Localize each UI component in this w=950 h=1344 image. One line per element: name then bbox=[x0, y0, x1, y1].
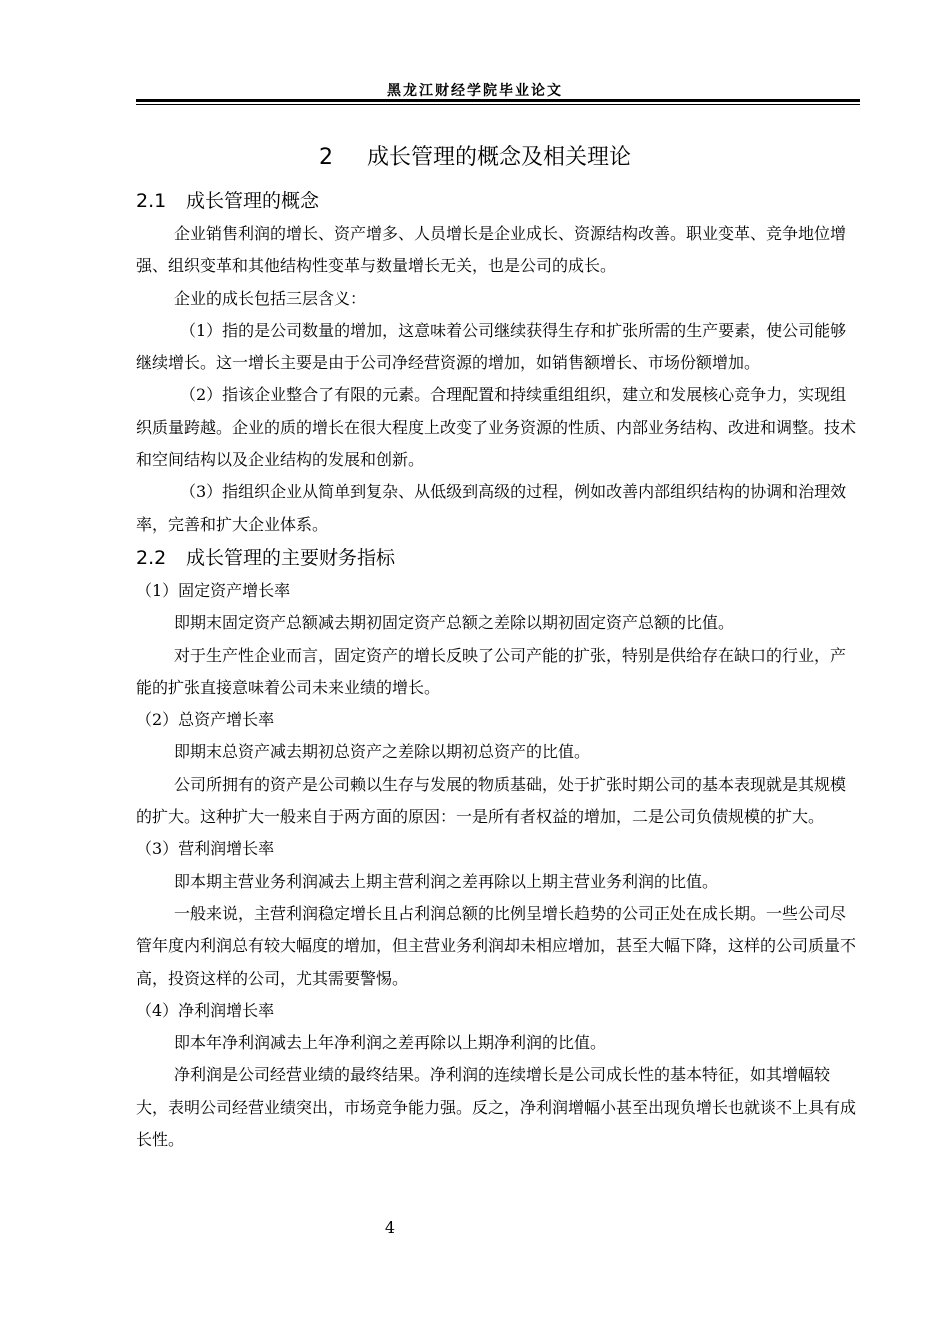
section-number: 2.2 bbox=[136, 546, 167, 569]
paragraph: 净利润是公司经营业绩的最终结果。净利润的连续增长是公司成长性的基本特征，如其增幅较大，表明公司经营业绩突出，市场竞争能力强。反之，净利润增幅小甚至出现负增长也就谈不上具有成长性。 bbox=[136, 1065, 857, 1150]
item-label: （4）净利润增长率 bbox=[136, 1000, 275, 1020]
paragraph: 即期末总资产减去期初总资产之差除以期初总资产的比值。 bbox=[174, 742, 591, 762]
body-content bbox=[136, 184, 860, 1156]
paragraph: 对于生产性企业而言，固定资产的增长反映了公司产能的扩张，特别是供给存在缺口的行业，产能的扩张直接意味着公司未来业绩的增长。 bbox=[136, 645, 847, 697]
section-number: 2.1 bbox=[136, 190, 167, 212]
item-label: （2）总资产增长率 bbox=[136, 710, 275, 730]
paragraph: （1）指的是公司数量的增加，这意味着公司继续获得生存和扩张所需的生产要素，使公司能够继续增长。这一增长主要是由于公司净经营资源的增加，如销售额增长、市场份额增加。 bbox=[136, 320, 847, 373]
header-rule-thin bbox=[136, 104, 860, 105]
paragraph: （3）指组织企业从简单到复杂、从低级到高级的过程，例如改善内部组织结构的协调和治理效率，完善和扩大企业体系。 bbox=[136, 482, 847, 534]
chapter-heading: 成长管理的概念及相关理论 bbox=[366, 145, 631, 170]
section-title: 成长管理的主要财务指标 bbox=[186, 546, 396, 569]
header-rule-thick bbox=[136, 99, 860, 102]
paragraph: （2）指该企业整合了有限的元素。合理配置和持续重组组织，建立和发展核心竞争力，实现组织质量跨越。企业的质的增长在很大程度上改变了业务资源的性质、内部业务结构、改进和调整。技术和空间结构以及企业结构的发展和创新。 bbox=[136, 385, 857, 470]
item-label: （3）营利润增长率 bbox=[136, 839, 275, 859]
paragraph: 企业销售利润的增长、资产增多、人员增长是企业成长、资源结构改善。职业变革、竞争地位增强、组织变革和其他结构性变革与数量增长无关，也是公司的成长。 bbox=[136, 224, 847, 276]
page-number: 4 bbox=[384, 1218, 396, 1237]
section-title: 成长管理的概念 bbox=[186, 190, 320, 212]
section-heading bbox=[136, 541, 860, 575]
paragraph: 即期末固定资产总额减去期初固定资产总额之差除以期初固定资产总额的比值。 bbox=[174, 613, 735, 633]
paragraph: 一般来说，主营利润稳定增长且占利润总额的比例呈增长趋势的公司正处在成长期。一些公司尽管年度内利润总有较大幅度的增加，但主营业务利润却未相应增加，甚至大幅下降，这样的公司质量不高，投资这样的公司，尤其需要警惕。 bbox=[136, 903, 857, 988]
running-header: 黑龙江财经学院毕业论文 bbox=[387, 83, 563, 99]
section-heading bbox=[136, 184, 860, 218]
chapter-number: 2 bbox=[318, 145, 333, 170]
paragraph: 即本期主营业务利润减去上期主营利润之差再除以上期主营业务利润的比值。 bbox=[174, 871, 719, 891]
paragraph: 企业的成长包括三层含义： bbox=[174, 288, 367, 308]
paragraph: 公司所拥有的资产是公司赖以生存与发展的物质基础，处于扩张时期公司的基本表现就是其规模的扩大。这种扩大一般来自于两方面的原因：一是所有者权益的增加，二是公司负债规模的扩大。 bbox=[136, 774, 847, 827]
item-label: （1）固定资产增长率 bbox=[136, 580, 291, 600]
chapter-title bbox=[0, 140, 950, 171]
paragraph: 即本年净利润减去上年净利润之差再除以上期净利润的比值。 bbox=[174, 1033, 607, 1053]
